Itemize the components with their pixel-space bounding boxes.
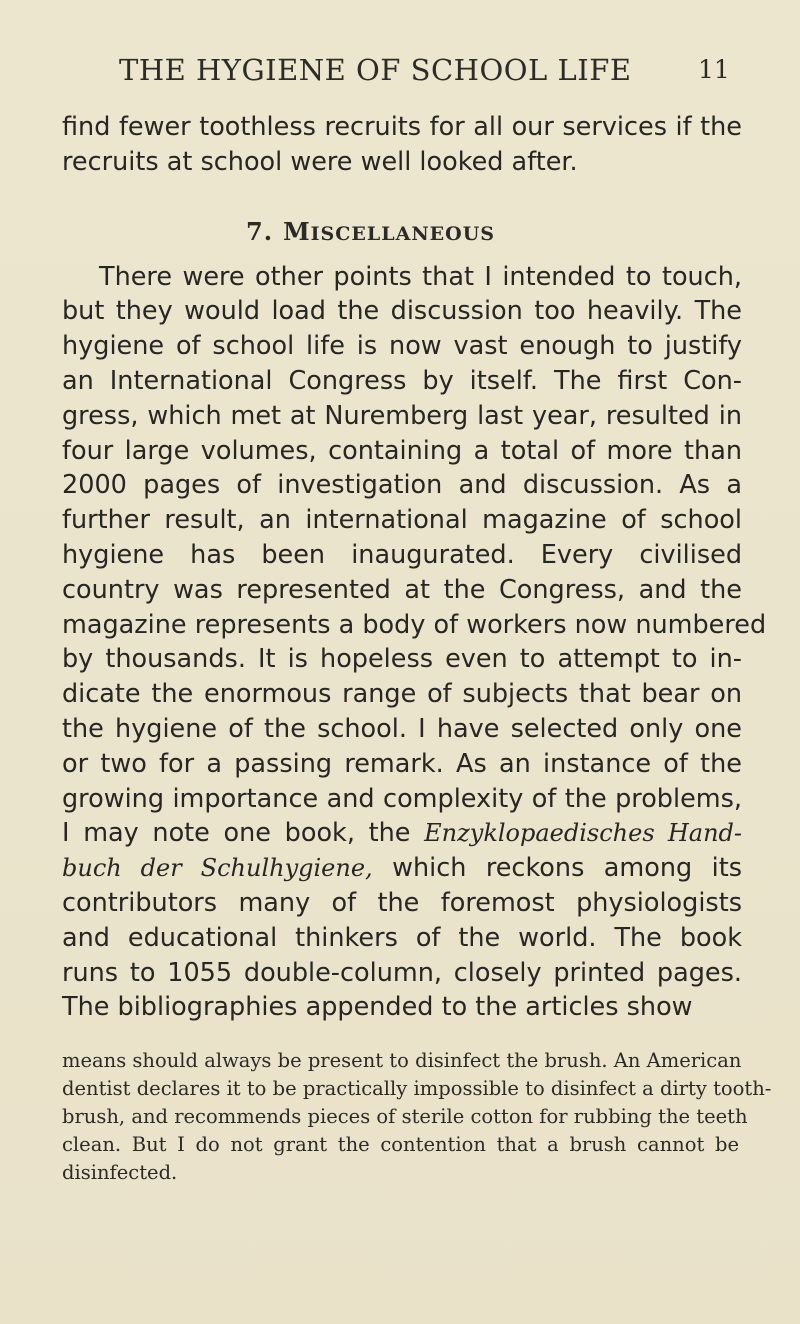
footnote-line: brush, and recommends pieces of sterile cotton for rubbing the teeth [62,1105,748,1128]
section-title-rest: ISCELLANEOUS [310,222,496,245]
text-line: country was represented at the Congress, and the [62,574,742,605]
footnote-line: disinfected. [62,1161,178,1184]
section-title-initial: M [283,216,311,246]
running-title: THE HYGIENE OF SCHOOL LIFE [119,53,632,87]
text-line: dicate the enormous range of subjects that bear on [62,679,742,710]
running-head [0,48,800,92]
page-number: 11 [698,55,730,84]
text-line: hygiene of school life is now vast enough to justify [62,331,742,362]
text-line: the hygiene of the school. I have selected only one [62,713,742,744]
section-heading [62,215,742,251]
text-line [62,851,742,886]
text-line: by thousands. It is hopeless even to attempt to in- [62,644,742,675]
book-title: buch der Schulhygiene, [62,854,373,883]
text-line: contributors many of the foremost physiologists [62,887,742,918]
text-line: runs to 1055 double-column, closely printed pages. [62,957,742,988]
footnote-line: dentist declares it to be practically impossible to disinfect a dirty tooth- [62,1077,772,1100]
text-line: four large volumes, containing a total of more than [62,435,742,466]
text-line: but they would load the discussion too heavily. The [62,296,742,327]
text-run: I may note one book, the [62,818,411,849]
text-line: The bibliographies appended to the articles show [62,992,693,1023]
section-number: 7. [246,216,274,246]
main-paragraph [62,260,767,1026]
text-line: gress, which met at Nuremberg last year, resulted in [62,400,742,431]
body-text [62,110,767,1025]
book-title: Enzyklopaedisches Hand- [424,819,743,848]
text-run: which reckons among its [392,853,742,884]
footnote-line: means should always be present to disinfect the brush. An American [62,1049,742,1072]
text-line: growing importance and complexity of the problems, [62,783,742,814]
opening-paragraph [62,110,742,180]
footnote-line: clean. But I do not grant the contention that a brush cannot be [62,1133,739,1156]
text-line: further result, an international magazine of school [62,505,742,536]
text-line: and educational thinkers of the world. The book [62,922,742,953]
text-line: hygiene has been inaugurated. Every civilised [62,539,742,570]
text-line: recruits at school were well looked after. [62,146,578,177]
text-line: There were other points that I intended to touch, [99,261,742,292]
text-line: magazine represents a body of workers now numbered [62,609,767,640]
text-line [62,816,742,851]
text-line: 2000 pages of investigation and discussion. As a [62,470,742,501]
footnote [62,1047,772,1187]
text-line: or two for a passing remark. As an instance of the [62,748,742,779]
text-line: an International Congress by itself. The first Con- [62,365,742,396]
text-line: find fewer toothless recruits for all our services if the [62,112,742,142]
